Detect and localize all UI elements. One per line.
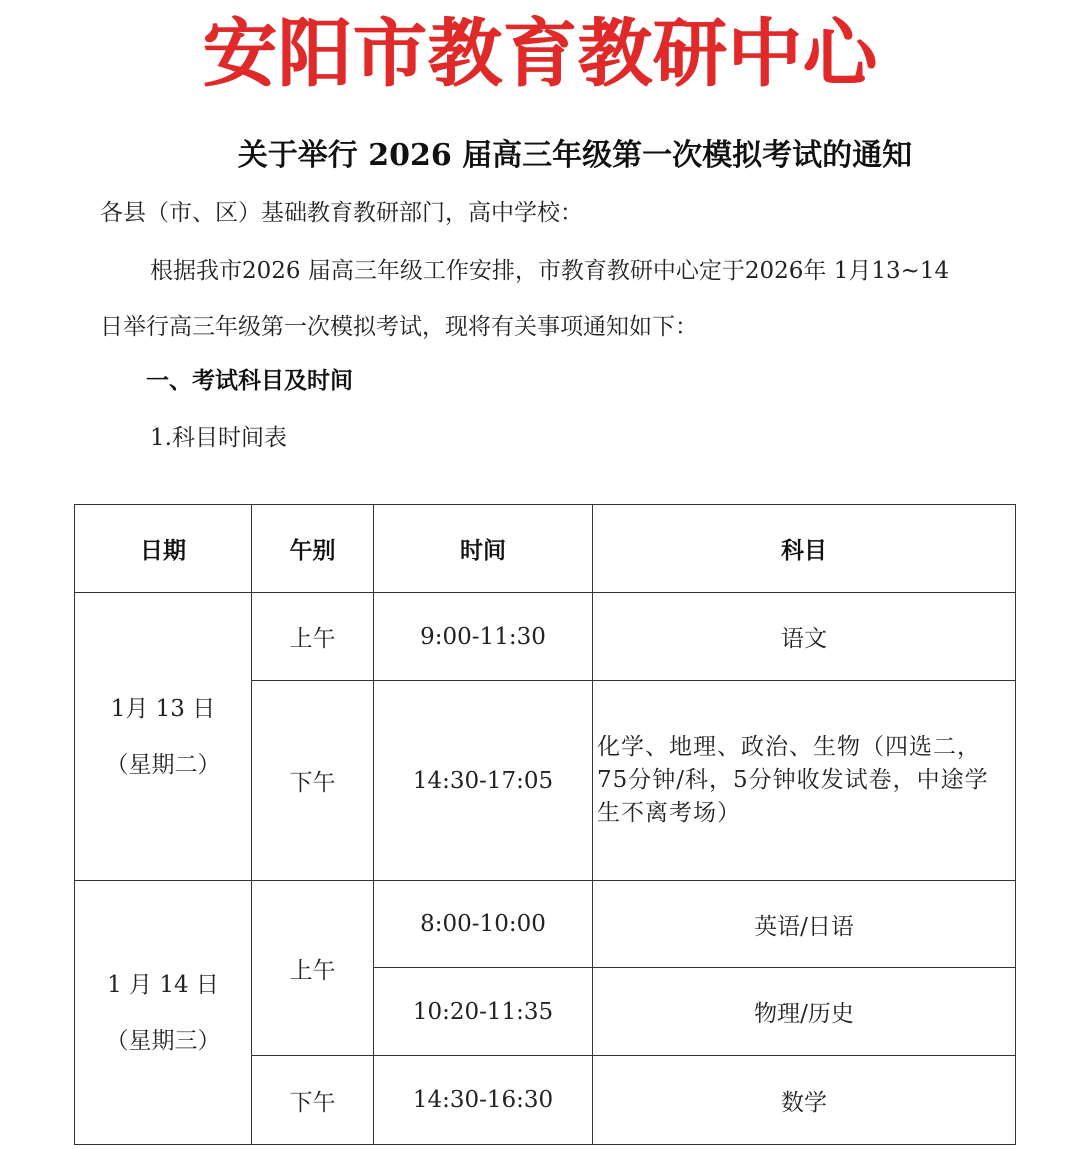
exam-schedule-table (74, 504, 1016, 1145)
date-cell-day1 (75, 593, 252, 881)
header-subject: 科目 (593, 505, 1016, 593)
time-cell: 8:00-10:00 (374, 881, 593, 968)
date-text: 1 月 14 日 (107, 971, 219, 998)
body-paragraph-line-1: 根据我市2026 届高三年级工作安排，市教育教研中心定于2026年 1月13~14 (150, 258, 950, 284)
table-row (75, 881, 1016, 968)
period-cell: 上午 (252, 881, 374, 1056)
time-cell: 9:00-11:30 (374, 593, 593, 681)
subject-cell: 物理/历史 (593, 968, 1016, 1056)
notice-title: 关于举行 2026 届高三年级第一次模拟考试的通知 (237, 138, 913, 173)
organization-header: 安阳市教育教研中心 (202, 11, 878, 97)
period-cell: 下午 (252, 1056, 374, 1145)
period-cell: 下午 (252, 681, 374, 881)
header-date: 日期 (75, 505, 252, 593)
time-cell: 10:20-11:35 (374, 968, 593, 1056)
weekday-text: （星期二） (105, 751, 221, 778)
subject-cell: 语文 (593, 593, 1016, 681)
subject-cell: 英语/日语 (593, 881, 1016, 968)
header-time: 时间 (374, 505, 593, 593)
table-header-row (75, 505, 1016, 593)
body-paragraph-line-2: 日举行高三年级第一次模拟考试，现将有关事项通知如下： (100, 314, 698, 340)
subject-cell: 化学、地理、政治、生物（四选二，75分钟/科，5分钟收发试卷，中途学生不离考场） (593, 681, 1016, 881)
salutation: 各县（市、区）基础教育教研部门，高中学校： (100, 200, 583, 226)
section-heading: 一、考试科目及时间 (146, 367, 353, 394)
subsection-heading: 1.科目时间表 (150, 425, 287, 451)
period-cell: 上午 (252, 593, 374, 681)
date-text: 1月 13 日 (110, 695, 216, 722)
header-period: 午别 (252, 505, 374, 593)
subject-cell: 数学 (593, 1056, 1016, 1145)
table-row (75, 593, 1016, 681)
time-cell: 14:30-17:05 (374, 681, 593, 881)
date-cell-day2 (75, 881, 252, 1145)
weekday-text: （星期三） (105, 1027, 221, 1054)
time-cell: 14:30-16:30 (374, 1056, 593, 1145)
